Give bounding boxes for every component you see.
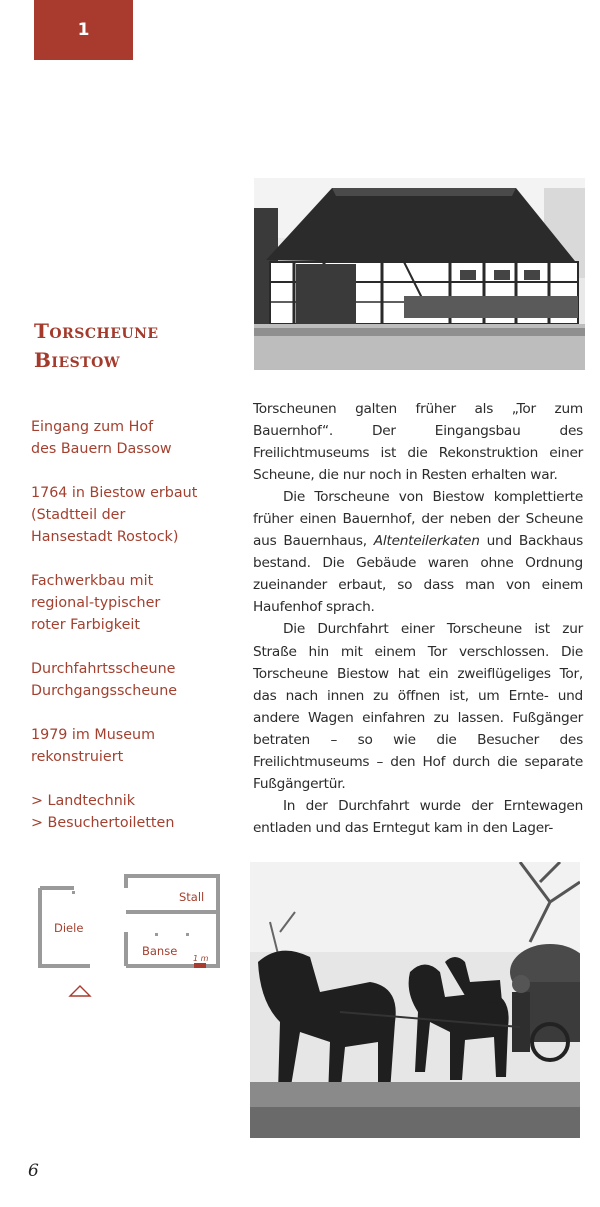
italic-term: Altenteilerkaten bbox=[373, 533, 480, 550]
floor-plan bbox=[34, 868, 226, 1003]
link-landtechnik[interactable]: > Landtechnik bbox=[31, 793, 136, 809]
page-number: 6 bbox=[28, 1161, 39, 1181]
paragraph-3: Die Durchfahrt einer Torscheune ist zur Straße hin mit einem Tor verschlossen. Die Torscheune Biestow hat ein zweiflügeliges Tor, das nach innen zu öffnen ist, um Ernte- und andere Wagen einfahren zu lassen. Fußgänger betraten – so wie die Besucher des Freilichtmuseums – den Hof durch die separate Fußgängertür. bbox=[253, 621, 583, 792]
fact-line: Durchgangsscheune bbox=[31, 683, 178, 699]
floor-plan-drawing bbox=[34, 868, 226, 1003]
fact-line: roter Farbigkeit bbox=[31, 617, 140, 633]
fact-construction bbox=[31, 570, 236, 636]
title-line-1: Torscheune bbox=[34, 319, 159, 343]
room-label-diele: Diele bbox=[54, 921, 84, 935]
fact-reconstructed bbox=[31, 724, 236, 768]
fact-type bbox=[31, 658, 236, 702]
barn-photo bbox=[254, 178, 585, 370]
fact-line: Eingang zum Hof bbox=[31, 419, 154, 435]
harvest-wagon-photo bbox=[250, 862, 580, 1138]
fact-line: regional-typischer bbox=[31, 595, 161, 611]
page-title bbox=[34, 317, 234, 375]
scale-label: 1 m bbox=[193, 954, 209, 963]
paragraph-4: In der Durchfahrt wurde der Erntewagen entladen und das Erntegut kam in den Lager- bbox=[253, 797, 583, 836]
fact-built bbox=[31, 482, 236, 548]
article-body bbox=[253, 398, 583, 839]
fact-line: Durchfahrtsscheune bbox=[31, 661, 176, 677]
room-label-banse: Banse bbox=[142, 944, 178, 958]
fact-line: des Bauern Dassow bbox=[31, 441, 172, 457]
fact-line: 1979 im Museum bbox=[31, 727, 156, 743]
cross-references bbox=[31, 790, 236, 834]
fact-line: rekonstruiert bbox=[31, 749, 124, 765]
paragraph-1: Torscheunen galten früher als „Tor zum Bauernhof“. Der Eingangsbau des Freilichtmuseums ist die Rekonstruktion einer Scheune, die nur noch in Resten erhalten war. bbox=[253, 401, 583, 484]
room-label-stall: Stall bbox=[179, 890, 205, 904]
fact-entrance bbox=[31, 416, 236, 460]
chapter-number-tab bbox=[34, 0, 133, 60]
paragraph-2-text: und Backhaus bestand. Die Gebäude waren ohne Ordnung zueinander erbaut, so dass man von einem Haufenhof sprach. bbox=[253, 533, 583, 616]
fact-line: 1764 in Biestow erbaut bbox=[31, 485, 198, 501]
paragraph-2 bbox=[253, 486, 583, 618]
fact-line: (Stadtteil der bbox=[31, 507, 126, 523]
chapter-number: 1 bbox=[77, 20, 90, 40]
title-line-2: Biestow bbox=[34, 348, 121, 372]
paragraph-2-text: Die Torscheune von Biestow komplettierte früher einen Bauernhof, der neben der Scheune aus Bauernhaus, bbox=[253, 489, 583, 550]
link-besuchertoiletten[interactable]: > Besuchertoiletten bbox=[31, 815, 175, 831]
fact-line: Fachwerkbau mit bbox=[31, 573, 154, 589]
fact-sidebar bbox=[31, 416, 236, 834]
fact-line: Hansestadt Rostock) bbox=[31, 529, 179, 545]
